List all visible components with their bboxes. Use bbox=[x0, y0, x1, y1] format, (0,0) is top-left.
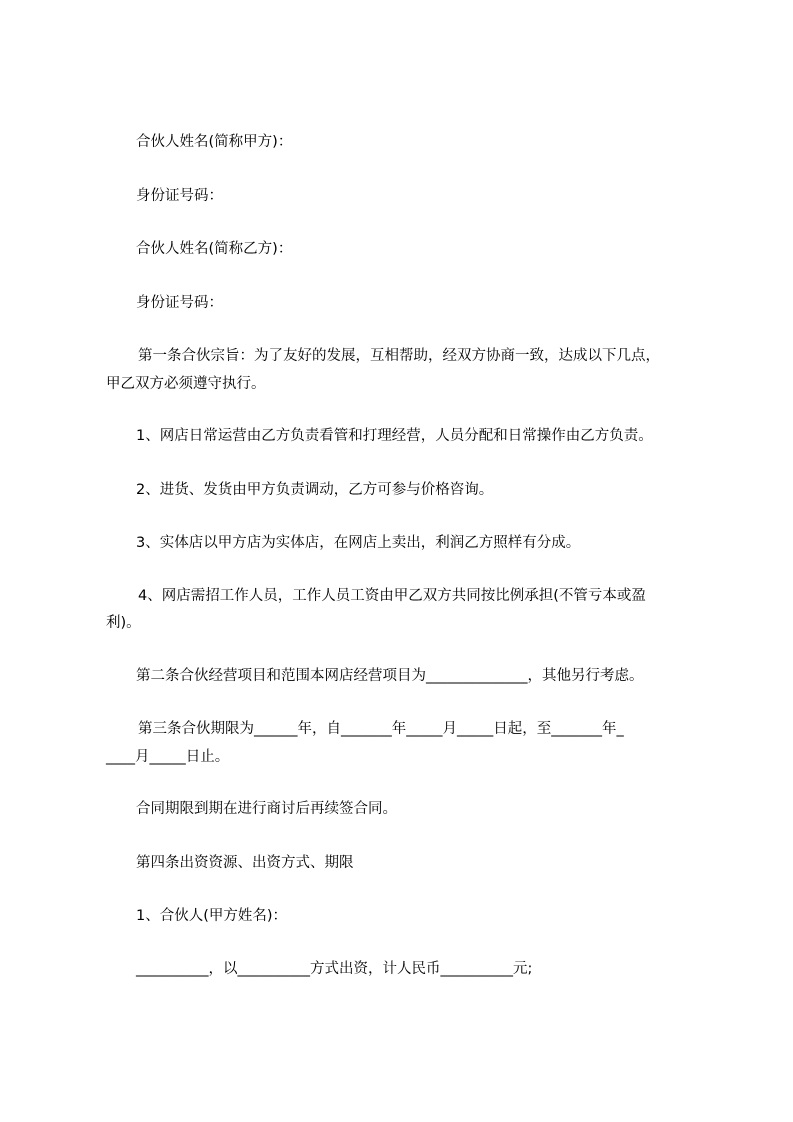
article-1-line-1: 第一条合伙宗旨：为了友好的发展，互相帮助，经双方协商一致，达成以下几点， bbox=[138, 348, 660, 364]
party-b-id-label: 身份证号码： bbox=[136, 295, 223, 311]
partner-a-contribution-label: 1、合伙人(甲方姓名)： bbox=[136, 908, 288, 924]
article-3-line-2: ____月_____日止。 bbox=[106, 749, 230, 765]
clause-4-line-1: 4、网店需招工作人员，工作人员工资由甲乙双方共同按比例承担(不管亏本或盈 bbox=[138, 588, 646, 604]
party-a-name-label: 合伙人姓名(简称甲方)： bbox=[136, 134, 293, 150]
clause-1: 1、网店日常运营由乙方负责看管和打理经营，人员分配和日常操作由乙方负责。 bbox=[136, 428, 653, 444]
party-b-name-label: 合伙人姓名(简称乙方)： bbox=[136, 241, 293, 257]
clause-2: 2、进货、发货由甲方负责调动，乙方可参与价格咨询。 bbox=[136, 482, 494, 498]
contribution-terms: __________，以__________方式出资，计人民币__________元; bbox=[136, 961, 533, 977]
article-3-line-1: 第三条合伙期限为______年，自_______年_____月_____日起，至_______年_ bbox=[138, 721, 624, 737]
article-4-heading: 第四条出资资源、出资方式、期限 bbox=[136, 855, 354, 871]
clause-3: 3、实体店以甲方店为实体店，在网店上卖出，利润乙方照样有分成。 bbox=[136, 535, 581, 551]
article-1-line-2: 甲乙双方必须遵守执行。 bbox=[106, 376, 266, 392]
article-2: 第二条合伙经营项目和范围本网店经营项目为______________，其他另行考虑。 bbox=[136, 668, 644, 684]
clause-4-line-2: 利)。 bbox=[106, 615, 141, 631]
renewal-clause: 合同期限到期在进行商讨后再续签合同。 bbox=[136, 801, 397, 817]
party-a-id-label: 身份证号码： bbox=[136, 188, 223, 204]
